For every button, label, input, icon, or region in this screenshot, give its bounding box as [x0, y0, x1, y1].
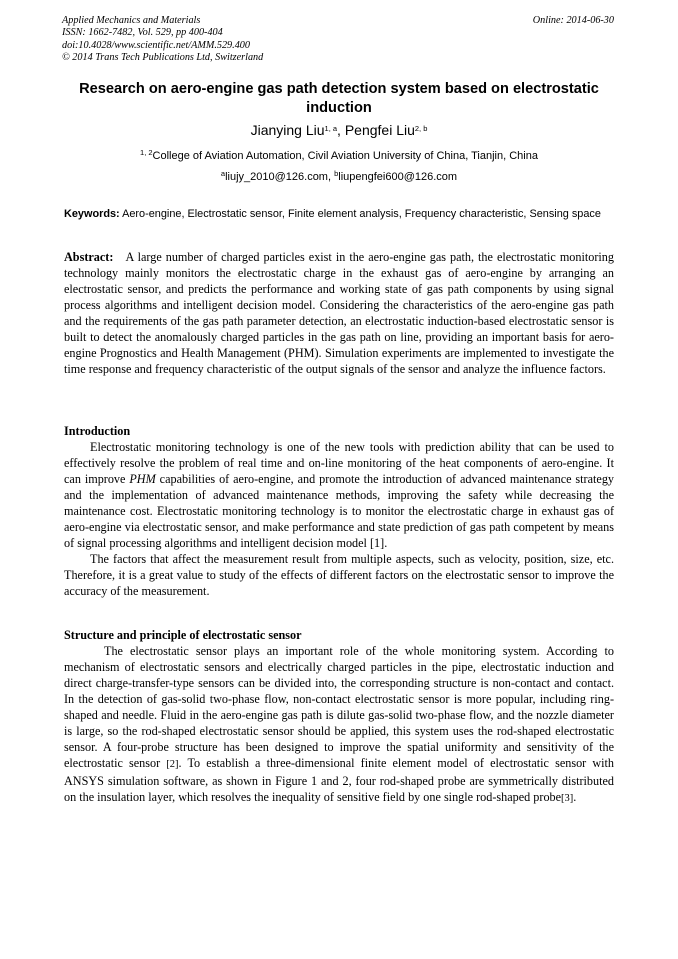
author-name: Pengfei Liu	[344, 122, 415, 138]
paragraph	[64, 439, 614, 551]
paragraph-text: .	[573, 790, 577, 804]
paragraph-text: . To establish a three-dimensional finite element model of electrostatic sensor with ANSYS simulation software, as shown in Figure 1 and 2, four rod-shaped probe are symmetrically distributed on the insulation layer, which resolves the inequality of sensitive field by one single rod-shaped probe	[64, 756, 615, 804]
author-affiliation-mark: 2, b	[414, 124, 428, 133]
journal-header	[62, 15, 614, 64]
keywords	[64, 207, 614, 221]
keywords-text: Aero-engine, Electrostatic sensor, Finite element analysis, Frequency characteristic, Sensing space	[119, 208, 601, 220]
paragraph	[64, 643, 614, 807]
author-separator: ,	[337, 122, 345, 138]
affiliation-mark: 1, 2	[140, 148, 153, 157]
doi-line: doi:10.4028/www.scientific.net/AMM.529.400	[62, 39, 250, 51]
email-mark: a	[220, 169, 226, 178]
citation-link[interactable]: [2]	[166, 759, 179, 770]
issn-line: ISSN: 1662-7482, Vol. 529, pp 400-404	[62, 27, 223, 39]
abstract-label: Abstract:	[64, 250, 114, 264]
citation-link[interactable]: [3]	[561, 793, 574, 804]
paragraph: The factors that affect the measurement result from multiple aspects, such as velocity, position, size, etc. Therefore, it is a great value to study of the effects of different factors on the electrostatic sensor to improve the accuracy of the measurement.	[64, 552, 614, 598]
email-mark: b	[334, 169, 339, 178]
keywords-label: Keywords:	[64, 208, 120, 220]
copyright-line: © 2014 Trans Tech Publications Ltd, Switzerland	[62, 51, 264, 63]
email-link[interactable]: liupengfei600@126.com	[338, 171, 458, 183]
introduction-section	[64, 423, 614, 599]
structure-section	[64, 627, 614, 807]
paragraph-text: capabilities of aero-engine, and promote the introduction of advanced maintenance strategy and the implementation of advanced maintenance methods, improving the safety while decreasing the maintenance cost. Electrostatic monitoring technology is to monitor the electrostatic charge in exhaust gas of aero-engine via electrostatic sensor, and make performance and state prediction of gas path competent by means of signal processing algorithms and intelligent decision model [1].	[64, 472, 615, 550]
paragraph-text: Electrostatic monitoring technology is one of the new tools with prediction ability that can be used to effectively resolve the problem of real time and on-line monitoring of the heat components of aero-engine. It can improve	[64, 440, 614, 486]
affiliation-text: College of Aviation Automation, Civil Aviation University of China, Tianjin, China	[152, 150, 538, 162]
author-emails	[64, 169, 614, 185]
abstract-text: A large number of charged particles exist in the aero-engine gas path, the electrostatic monitoring technology mainly monitors the electrostatic charge in the exhaust gas of aero-engine by arranging an electrostatic sensor, and predicts the performance and working state of gas path components by using signal process algorithms and intelligent decision model. Considering the characteristics of the aero-engine gas path and the requirements of the gas path parameter detection, an electrostatic induction-based electrostatic sensor is built to detect the anomalously charged particles in the gas path on line, providing an important basis for aero-engine Prognostics and Health Management (PHM). Simulation experiments are implemented to investigate the time response and frequency characteristic of the output signals of the sensor and analyze the influence factors.	[64, 250, 614, 376]
journal-name: Applied Mechanics and Materials	[62, 15, 201, 26]
abstract	[64, 249, 614, 377]
emphasis-text: PHM	[129, 472, 156, 486]
author-list	[64, 121, 614, 139]
author-name: Jianying Liu	[250, 122, 325, 138]
section-heading: Structure and principle of electrostatic sensor	[64, 628, 302, 642]
paragraph-text: The electrostatic sensor plays an important role of the whole monitoring system. According to mechanism of electrostatic sensors and electrically charged particles in the pipe, electrostatic induction and direct charge-transfer-type sensors can be divided into, the corresponding structure is non-contact and contact. In the detection of gas-solid two-phase flow, non-contact electrostatic sensor is more popular, including ring-shaped and needle. Fluid in the aero-engine gas path is dilute gas-solid two-phase flow, and the nozzle diameter is large, so the rod-shaped electrostatic sensor should be applied, this system uses the rod-shaped electrostatic sensor. A four-probe structure has been designed to improve the spatial uniformity and sensitivity of the electrostatic sensor	[64, 644, 614, 770]
section-heading: Introduction	[64, 424, 131, 438]
author-affiliation-mark: 1, a	[324, 124, 338, 133]
affiliation	[64, 148, 614, 164]
paper-title: Research on aero-engine gas path detection system based on electrostatic induction	[79, 81, 599, 116]
online-date: Online: 2014-06-30	[532, 15, 614, 26]
email-link[interactable]: liujy_2010@126.com,	[225, 171, 335, 183]
